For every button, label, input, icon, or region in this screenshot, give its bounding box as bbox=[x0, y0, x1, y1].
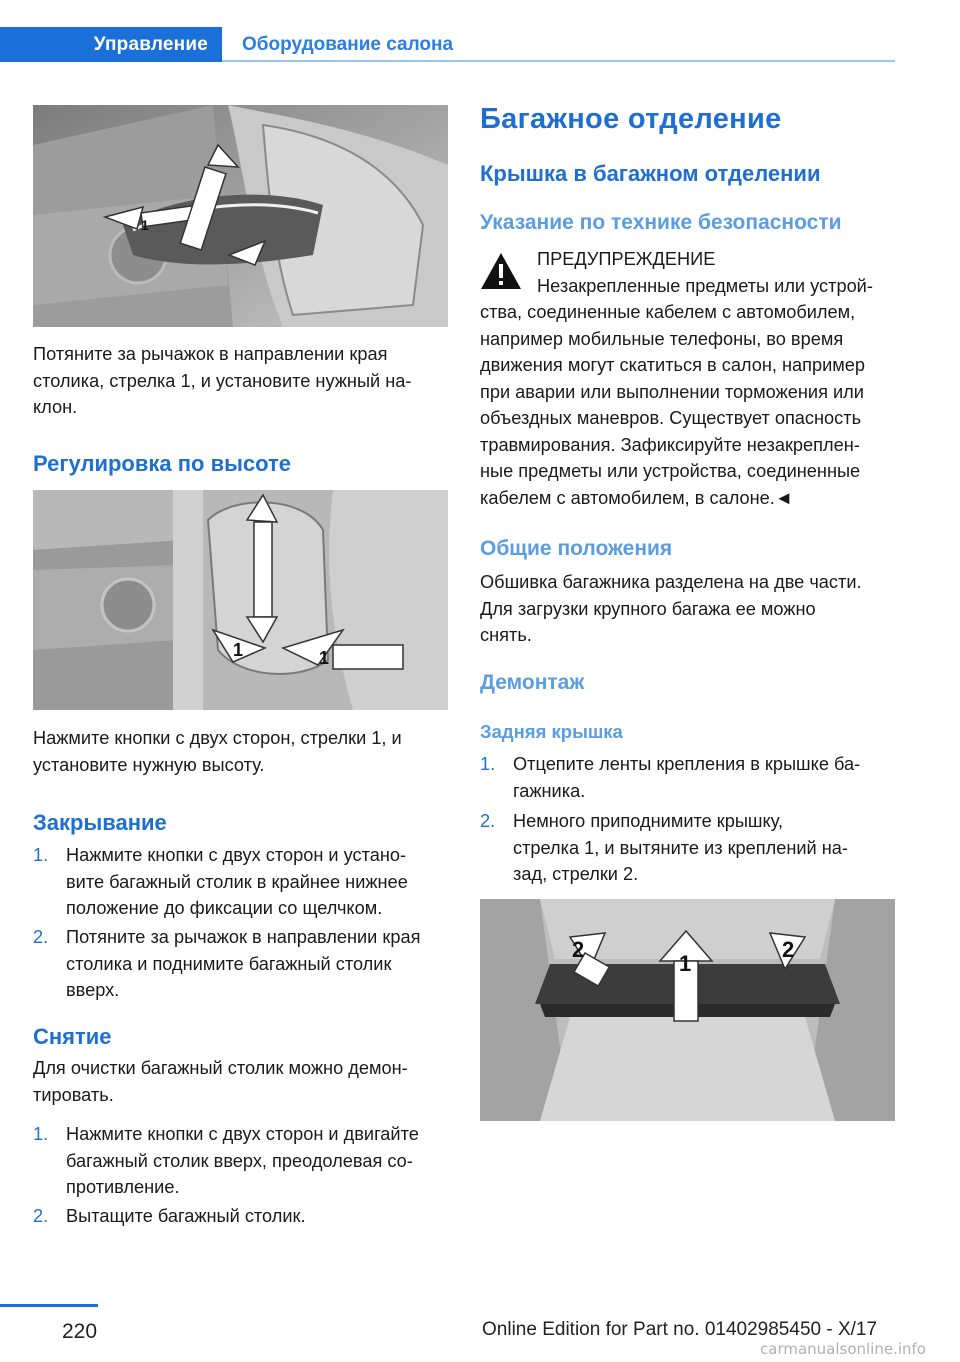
photo3-label-right: 2 bbox=[782, 937, 795, 962]
warning-triangle-icon bbox=[480, 252, 522, 290]
edition-text: Online Edition for Part no. 01402985450 - X/17 bbox=[482, 1319, 878, 1340]
photo3-label-center: 1 bbox=[679, 951, 692, 976]
photo2-label-right: 1 bbox=[319, 648, 330, 668]
page-number: 220 bbox=[62, 1320, 98, 1343]
section-tab[interactable]: Управление bbox=[0, 27, 222, 62]
dismantle-heading: Демонтаж bbox=[480, 671, 585, 694]
subsection-tab[interactable]: Оборудование салона bbox=[242, 34, 454, 55]
height-heading: Регулировка по высоте bbox=[33, 451, 292, 476]
general-text: Обшивка багажника разделена на две части. Для загрузки крупного багажа ее можно снять. bbox=[480, 572, 862, 645]
removal-heading: Снятие bbox=[33, 1024, 112, 1049]
main-heading: Багажное отделение bbox=[480, 103, 782, 135]
caption-height: Нажмите кнопки с двух сторон, стрелки 1, и установите нужную высоту. bbox=[33, 728, 402, 775]
watermark: carmanualsonline.info bbox=[760, 1340, 926, 1358]
warning-first-line: Незакрепленные предметы или устрой- bbox=[537, 276, 873, 296]
caption-tilt: Потяните за рычажок в направлении края столика, стрелка 1, и установите нужный на- клон. bbox=[33, 344, 412, 417]
warning-title: ПРЕДУПРЕЖДЕНИЕ bbox=[537, 249, 716, 269]
cover-heading: Крышка в багажном отделении bbox=[480, 161, 821, 186]
photo1-label: 1 bbox=[141, 217, 149, 233]
safety-heading: Указание по технике безопасности bbox=[480, 211, 842, 234]
photo3-label-left: 2 bbox=[572, 937, 585, 962]
photo-table-height bbox=[33, 490, 448, 710]
page-header bbox=[0, 0, 960, 66]
rear-cover-heading: Задняя крышка bbox=[480, 721, 623, 742]
warning-text: ства, соединенные кабелем с автомобилем, например мобильные телефоны, во время движения могут скатиться в салон, например при аварии или выполнении торможения или объездных маневров. Существует опасность травмирования. Зафиксируйте незакреплен- ные предметы или устройства, соединенные кабелем с автомобилем, в салоне.◄ bbox=[480, 302, 866, 508]
footer-accent-line bbox=[0, 1304, 98, 1307]
photo2-label-left: 1 bbox=[233, 640, 244, 660]
header-divider bbox=[222, 60, 895, 62]
photo-table-tilt bbox=[33, 105, 448, 327]
closing-heading: Закрывание bbox=[33, 810, 167, 835]
removal-intro: Для очистки багажный столик можно демон- тировать. bbox=[33, 1058, 408, 1105]
general-heading: Общие положения bbox=[480, 537, 673, 560]
photo-trunk-cover bbox=[480, 899, 895, 1121]
